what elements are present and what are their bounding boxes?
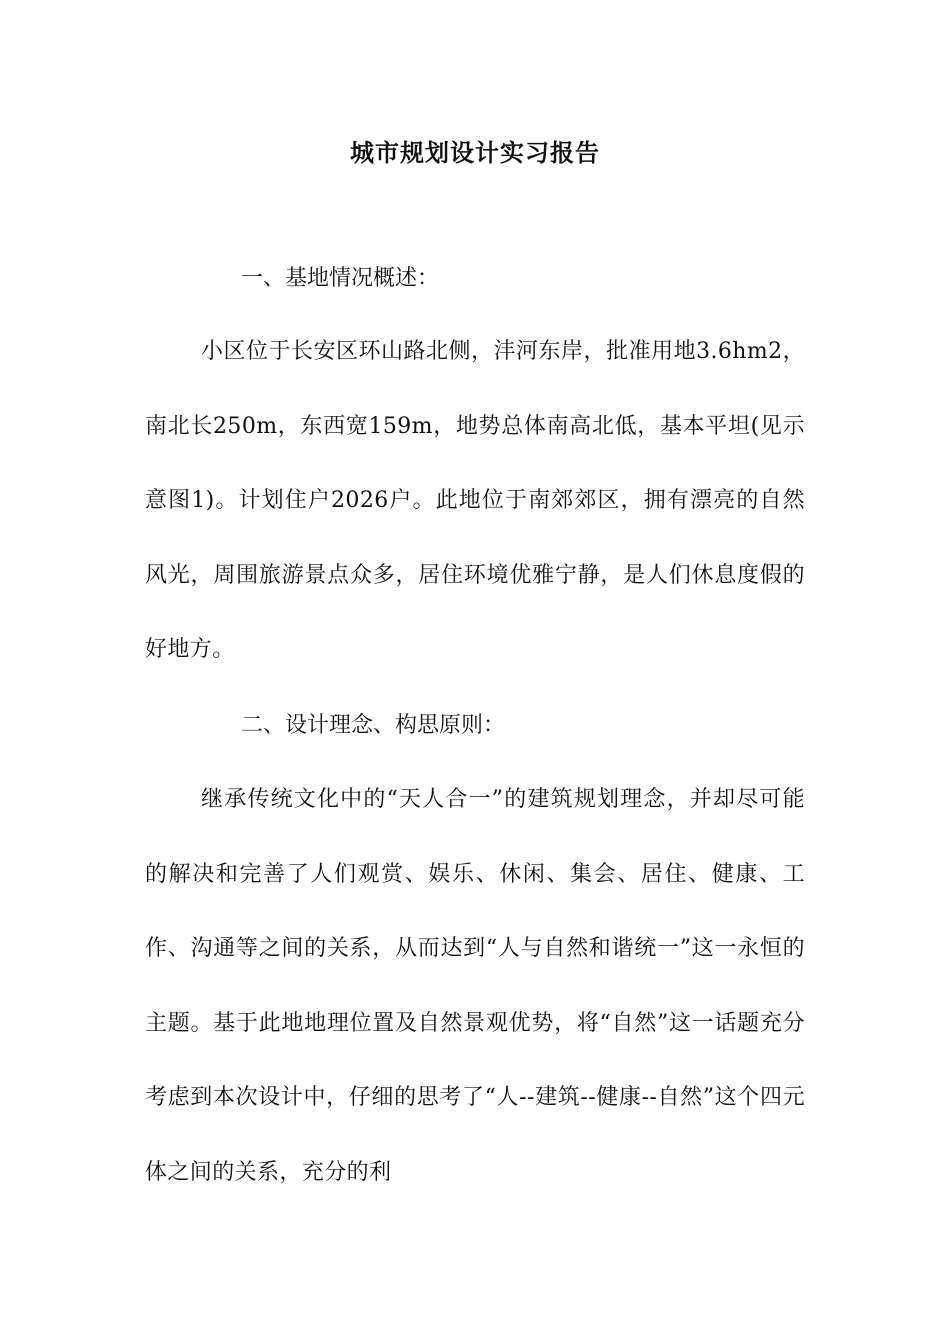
section-heading-design-concept: 二、设计理念、构思原则： xyxy=(241,713,506,738)
paragraph-site-overview: 小区位于长安区环山路北侧，沣河东岸，批准用地3.6hm2，南北长250m，东西宽159m，地势总体南高北低，基本平坦(见示意图1)。计划住户2026户。此地位于南郊郊区，拥有漂亮的自然风光，周围旅游景点众多，居住环境优雅宁静，是人们休息度假的好地方。 xyxy=(145,339,805,662)
document-title: 城市规划设计实习报告 xyxy=(350,138,600,167)
section-heading-site-overview: 一、基地情况概述： xyxy=(241,266,440,291)
paragraph-design-concept: 继承传统文化中的“天人合一”的建筑规划理念，并却尽可能的解决和完善了人们观赏、娱乐、休闲、集会、居住、健康、工作、沟通等之间的关系，从而达到“人与自然和谐统一”这一永恒的主题。基于此地地理位置及自然景观优势，将“自然”这一话题充分考虑到本次设计中，仔细的思考了“人--建筑--健康--自然”这个四元体之间的关系，充分的利 xyxy=(145,787,805,1185)
